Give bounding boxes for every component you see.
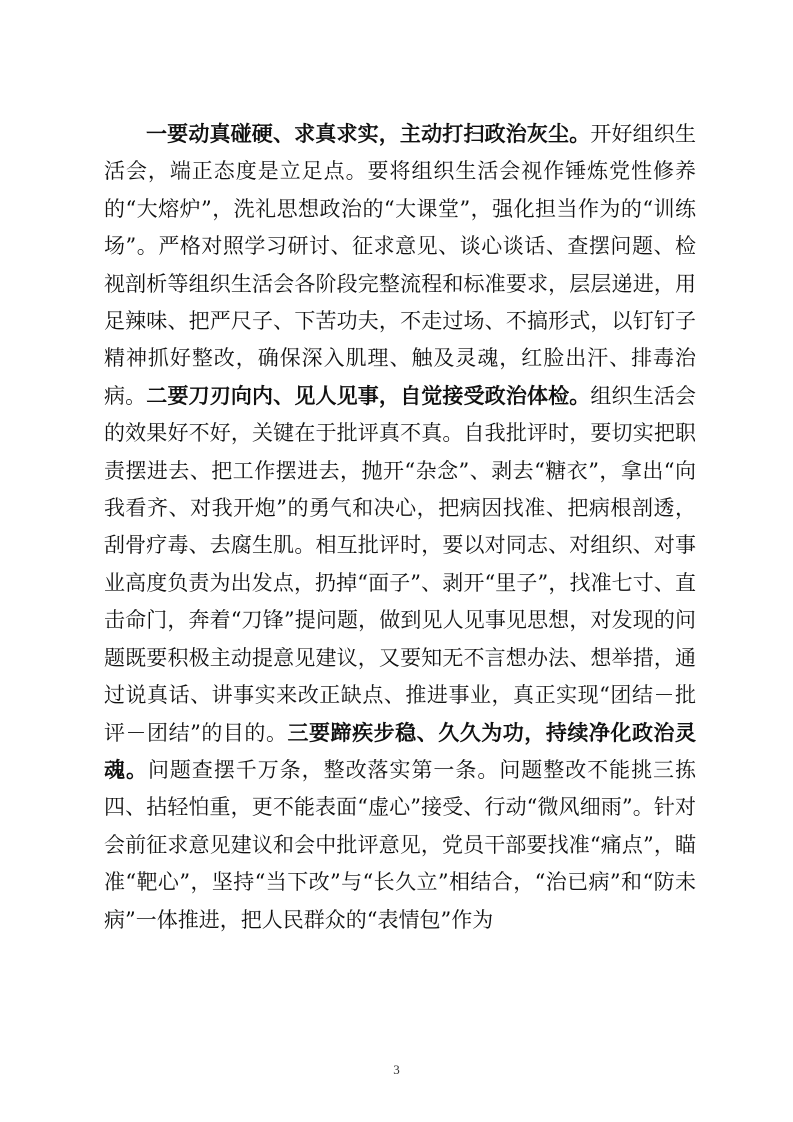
heading-point-one: 一要动真碰硬、求真求实，主动打扫政治灰尘。 [146,122,591,146]
paragraph-text-two: 组织生活会的效果好不好，关键在于批评真不真。自我批评时，要切实把职责摆进去、把工作摆进去，抛开“杂念”、剥去“糖衣”，拿出“向我看齐、对我开炮”的勇气和决心，把病因找准、把病根剖透，刮骨疗毒、去腐生肌。相互批评时，要以对同志、对组织、对事业高度负责为出发点，扔掉“面子”、剥开“里子”，找准七寸、直击命门，奔着“刀锋”提问题，做到见人见事见思想，对发现的问题既要积极主动提意见建议，又要知无不言想办法、想举措，通过说真话、讲事实来改正缺点、推进事业，真正实现“团结－批评－团结”的目的。 [104,383,696,745]
heading-point-two: 二要刀刃向内、见人见事，自觉接受政治体检。 [146,383,591,408]
paragraph-text-three: 问题查摆千万条，整改落实第一条。问题整改不能挑三拣四、拈轻怕重，更不能表面“虚心”接受、行动“微风细雨”。针对会前征求意见建议和会中批评意见，党员干部要找准“痛点”，瞄准“靶心”，坚持“当下改”与“长久立”相结合，“治已病”和“防未病”一体推进，把人民群众的“表情包”作为 [104,757,697,932]
heading-point-three: 三要蹄疾步稳、久久为功，持续净化政治灵魂。 [104,720,696,782]
paragraph-text-one: 开好组织生活会，端正态度是立足点。要将组织生活会视作锤炼党性修养的“大熔炉”，洗礼思想政治的“大课堂”，强化担当作为的“训练场”。严格对照学习研讨、征求意见、谈心谈话、查摆问题、检视剖析等组织生活会各阶段完整流程和标准要求，层层递进，用足辣味、把严尺子、下苦功夫，不走过场、不搞形式，以钉钉子精神抓好整改，确保深入肌理、触及灵魂，红脸出汗、排毒治病。 [104,122,696,408]
body-paragraph [104,116,696,939]
page-number: 3 [393,1062,400,1077]
